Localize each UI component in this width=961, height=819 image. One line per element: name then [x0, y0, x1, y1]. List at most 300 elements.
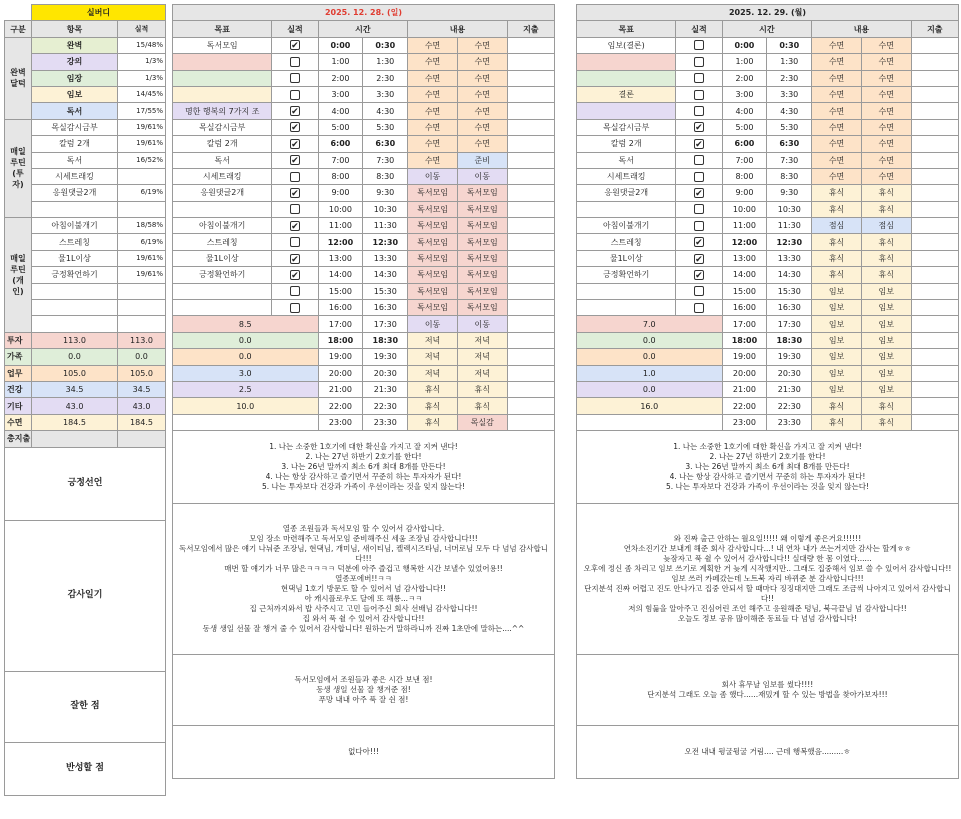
activity-cell[interactable]: 휴식 [408, 381, 458, 397]
activity-cell[interactable]: 수면 [408, 119, 458, 135]
checkbox[interactable] [694, 40, 704, 50]
time-start: 11:00 [722, 218, 767, 234]
time-row [577, 152, 959, 168]
goal-cell[interactable]: 시세트래킹 [173, 168, 272, 184]
activity-cell[interactable]: 수면 [812, 152, 862, 168]
item-name [32, 300, 118, 316]
time-start: 18:00 [318, 332, 363, 348]
header-time: 시간 [318, 21, 408, 37]
activity-cell[interactable]: 임보 [812, 283, 862, 299]
reflection-text[interactable] [577, 726, 959, 779]
checked-checkbox[interactable]: ✔ [291, 139, 299, 150]
section-label: 긍정선언 [5, 447, 166, 520]
expense-cell[interactable] [911, 86, 958, 102]
sheet-title: 실버디 [32, 5, 166, 21]
checkbox[interactable] [290, 57, 300, 67]
summary-value: 105.0 [32, 365, 118, 381]
goal-cell[interactable]: 아침이불개기 [577, 218, 676, 234]
expense-cell[interactable] [911, 398, 958, 414]
item-actual [118, 283, 166, 299]
time-start: 2:00 [318, 70, 363, 86]
checked-checkbox[interactable]: ✔ [291, 107, 299, 118]
checkbox[interactable] [290, 73, 300, 83]
affirmation-text[interactable] [577, 431, 959, 504]
activity-cell[interactable]: 휴식 [457, 398, 507, 414]
expense-cell[interactable] [507, 349, 554, 365]
goal-cell[interactable] [173, 201, 272, 217]
category-total: 0.0 [173, 349, 319, 365]
activity-cell[interactable]: 수면 [861, 152, 911, 168]
expense-cell[interactable] [911, 381, 958, 397]
expense-cell[interactable] [911, 267, 958, 283]
good-points-text[interactable] [173, 655, 555, 726]
goal-cell[interactable]: 물1L이상 [173, 250, 272, 266]
goal-cell[interactable] [173, 86, 272, 102]
expense-cell[interactable] [507, 70, 554, 86]
goal-cell[interactable]: 아침이불개기 [173, 218, 272, 234]
activity-cell[interactable]: 수면 [861, 54, 911, 70]
summary-label: 기타 [5, 398, 32, 414]
time-start: 6:00 [318, 136, 363, 152]
goal-cell[interactable]: 목실감시금부 [173, 119, 272, 135]
checkbox[interactable] [694, 172, 704, 182]
expense-cell[interactable] [911, 168, 958, 184]
time-end: 10:30 [767, 201, 812, 217]
activity-cell[interactable]: 휴식 [812, 201, 862, 217]
time-row [577, 185, 959, 201]
category-total: 0.0 [577, 332, 723, 348]
activity-cell[interactable]: 수면 [408, 136, 458, 152]
activity-cell[interactable]: 독서모임 [457, 300, 507, 316]
activity-cell[interactable]: 독서모임 [408, 234, 458, 250]
time-end: 14:30 [363, 267, 408, 283]
checkbox[interactable] [694, 155, 704, 165]
activity-cell[interactable]: 임보 [812, 365, 862, 381]
category-total: 1.0 [577, 365, 723, 381]
header-time: 시간 [722, 21, 812, 37]
goal-cell[interactable]: 응원댓글2개 [577, 185, 676, 201]
activity-cell[interactable]: 독서모임 [408, 283, 458, 299]
goal-cell[interactable]: 긍정확언하기 [577, 267, 676, 283]
time-end: 10:30 [363, 201, 408, 217]
checked-checkbox[interactable]: ✔ [291, 188, 299, 199]
activity-cell[interactable]: 독서모임 [457, 267, 507, 283]
time-end: 15:30 [767, 283, 812, 299]
time-row [173, 218, 555, 234]
activity-cell[interactable]: 수면 [408, 152, 458, 168]
activity-cell[interactable]: 수면 [812, 70, 862, 86]
item-name: 임보 [32, 86, 118, 102]
checked-checkbox[interactable]: ✔ [291, 221, 299, 232]
time-row [577, 54, 959, 70]
activity-cell[interactable]: 휴식 [861, 250, 911, 266]
activity-cell[interactable]: 임보 [812, 381, 862, 397]
category-total: 0.0 [173, 332, 319, 348]
summary-value: 34.5 [32, 381, 118, 397]
activity-cell[interactable]: 임보 [812, 316, 862, 332]
gratitude-journal[interactable] [173, 504, 555, 655]
checked-checkbox[interactable]: ✔ [695, 270, 703, 281]
activity-cell[interactable]: 수면 [457, 119, 507, 135]
goal-cell[interactable]: 물1L이상 [577, 250, 676, 266]
expense-cell[interactable] [911, 185, 958, 201]
category-row [5, 119, 166, 135]
activity-cell[interactable]: 수면 [408, 103, 458, 119]
goal-cell[interactable]: 독서모임 [173, 37, 272, 53]
activity-cell[interactable]: 독서모임 [457, 234, 507, 250]
day-date: 2025. 12. 28. (일) [173, 5, 555, 21]
checked-checkbox[interactable]: ✔ [695, 188, 703, 199]
expense-cell[interactable] [507, 300, 554, 316]
expense-cell[interactable] [507, 316, 554, 332]
activity-cell[interactable]: 저녁 [408, 365, 458, 381]
activity-cell[interactable]: 수면 [861, 136, 911, 152]
activity-cell[interactable]: 수면 [812, 119, 862, 135]
checked-checkbox[interactable]: ✔ [695, 123, 703, 134]
item-name: 칼럼 2개 [32, 136, 118, 152]
expense-cell[interactable] [911, 218, 958, 234]
goal-cell[interactable] [173, 283, 272, 299]
activity-cell[interactable]: 독서모임 [457, 185, 507, 201]
time-end: 21:30 [767, 381, 812, 397]
activity-cell[interactable]: 점심 [861, 218, 911, 234]
goal-cell[interactable]: 독서 [173, 152, 272, 168]
activity-cell[interactable]: 휴식 [408, 414, 458, 430]
activity-cell[interactable]: 수면 [812, 37, 862, 53]
checkbox[interactable] [290, 172, 300, 182]
checked-checkbox[interactable]: ✔ [695, 254, 703, 265]
activity-cell[interactable]: 휴식 [861, 234, 911, 250]
checkbox[interactable] [694, 57, 704, 67]
checkbox[interactable] [694, 286, 704, 296]
expense-cell[interactable] [507, 365, 554, 381]
goal-cell[interactable]: 긍정확언하기 [173, 267, 272, 283]
item-name: 임장 [32, 70, 118, 86]
activity-cell[interactable]: 임보 [812, 349, 862, 365]
expense-cell[interactable] [507, 218, 554, 234]
activity-cell[interactable]: 준비 [457, 152, 507, 168]
time-end: 2:30 [363, 70, 408, 86]
time-end: 23:30 [767, 414, 812, 430]
summary-row [5, 398, 166, 414]
header-content: 내용 [408, 21, 507, 37]
activity-cell[interactable]: 임보 [861, 283, 911, 299]
goal-cell[interactable]: 칼럼 2개 [173, 136, 272, 152]
time-end: 21:30 [363, 381, 408, 397]
time-start: 14:00 [318, 267, 363, 283]
checkbox[interactable] [694, 90, 704, 100]
checked-checkbox[interactable]: ✔ [291, 156, 299, 167]
goal-cell[interactable] [577, 283, 676, 299]
activity-cell[interactable]: 수면 [408, 54, 458, 70]
checkbox[interactable] [290, 286, 300, 296]
time-end: 20:30 [767, 365, 812, 381]
time-row [173, 136, 555, 152]
reflection-text-content: 없다아!!! [348, 747, 379, 757]
time-start: 13:00 [722, 250, 767, 266]
expense-cell[interactable] [507, 267, 554, 283]
activity-cell[interactable]: 휴식 [408, 398, 458, 414]
reflection-text[interactable] [173, 726, 555, 779]
activity-cell[interactable]: 휴식 [812, 267, 862, 283]
header-content: 내용 [812, 21, 911, 37]
checked-checkbox[interactable]: ✔ [291, 270, 299, 281]
affirmation-text[interactable] [173, 431, 555, 504]
activity-cell[interactable]: 저녁 [457, 332, 507, 348]
time-row [577, 86, 959, 102]
activity-cell[interactable]: 수면 [812, 86, 862, 102]
time-end: 0:30 [767, 37, 812, 53]
goal-cell[interactable]: 스트레칭 [173, 234, 272, 250]
time-row [577, 136, 959, 152]
expense-cell[interactable] [911, 300, 958, 316]
activity-cell[interactable]: 이동 [408, 168, 458, 184]
activity-cell[interactable]: 저녁 [408, 349, 458, 365]
summary-row [5, 381, 166, 397]
goal-cell[interactable]: 독서 [577, 152, 676, 168]
activity-cell[interactable]: 임보 [812, 332, 862, 348]
expense-cell[interactable] [507, 381, 554, 397]
activity-cell[interactable]: 임보 [861, 316, 911, 332]
expense-cell[interactable] [507, 185, 554, 201]
activity-cell[interactable]: 독서모임 [408, 267, 458, 283]
time-start: 15:00 [722, 283, 767, 299]
activity-cell[interactable]: 독서모임 [457, 201, 507, 217]
expense-cell[interactable] [507, 332, 554, 348]
activity-cell[interactable]: 휴식 [861, 414, 911, 430]
goal-cell[interactable] [173, 300, 272, 316]
checkbox[interactable] [290, 204, 300, 214]
time-row [577, 70, 959, 86]
checkbox[interactable] [694, 73, 704, 83]
activity-cell[interactable]: 휴식 [861, 185, 911, 201]
activity-cell[interactable]: 휴식 [812, 414, 862, 430]
checked-checkbox[interactable]: ✔ [291, 123, 299, 134]
expense-cell[interactable] [507, 103, 554, 119]
time-end: 22:30 [767, 398, 812, 414]
activity-cell[interactable]: 휴식 [861, 267, 911, 283]
expense-cell[interactable] [507, 283, 554, 299]
activity-cell[interactable]: 휴식 [812, 185, 862, 201]
activity-cell[interactable]: 수면 [861, 119, 911, 135]
activity-cell[interactable]: 수면 [408, 37, 458, 53]
activity-cell[interactable]: 수면 [457, 70, 507, 86]
activity-cell[interactable]: 휴식 [812, 398, 862, 414]
summary-value-total: 34.5 [118, 381, 166, 397]
expense-cell[interactable] [507, 168, 554, 184]
activity-cell[interactable]: 이동 [457, 168, 507, 184]
expense-cell[interactable] [911, 201, 958, 217]
time-end: 15:30 [363, 283, 408, 299]
activity-cell[interactable]: 수면 [812, 103, 862, 119]
gratitude-journal[interactable] [577, 504, 959, 655]
goal-cell[interactable] [173, 70, 272, 86]
expense-cell[interactable] [507, 398, 554, 414]
expense-cell[interactable] [911, 54, 958, 70]
activity-cell[interactable]: 임보 [812, 300, 862, 316]
expense-cell[interactable] [911, 316, 958, 332]
item-name: 시세트래킹 [32, 168, 118, 184]
good-points-text[interactable] [577, 655, 959, 726]
item-name [32, 283, 118, 299]
item-actual [118, 316, 166, 332]
time-row [577, 234, 959, 250]
time-start: 1:00 [722, 54, 767, 70]
checkbox[interactable] [290, 237, 300, 247]
goal-cell[interactable] [577, 70, 676, 86]
time-end: 19:30 [767, 349, 812, 365]
activity-cell[interactable]: 수면 [861, 168, 911, 184]
goal-cell[interactable]: 시세트래킹 [577, 168, 676, 184]
activity-cell[interactable]: 임보 [861, 381, 911, 397]
goal-cell[interactable]: 목실감시금부 [577, 119, 676, 135]
expense-cell[interactable] [911, 332, 958, 348]
activity-cell[interactable]: 독서모임 [408, 201, 458, 217]
expense-cell[interactable] [911, 250, 958, 266]
time-row [577, 349, 959, 365]
activity-cell[interactable]: 독서모임 [457, 250, 507, 266]
checked-checkbox[interactable]: ✔ [291, 254, 299, 265]
activity-cell[interactable]: 임보 [861, 332, 911, 348]
item-name: 응원댓글2개 [32, 185, 118, 201]
category-total: 10.0 [173, 398, 319, 414]
time-end: 0:30 [363, 37, 408, 53]
goal-cell[interactable]: 임보(결론) [577, 37, 676, 53]
checkbox[interactable] [694, 303, 704, 313]
activity-cell[interactable]: 이동 [408, 316, 458, 332]
goal-cell[interactable] [173, 54, 272, 70]
checkbox[interactable] [694, 204, 704, 214]
activity-cell[interactable]: 이동 [457, 316, 507, 332]
expense-cell[interactable] [507, 54, 554, 70]
activity-cell[interactable]: 독서모임 [408, 218, 458, 234]
goal-cell[interactable]: 결론 [577, 86, 676, 102]
expense-cell[interactable] [507, 250, 554, 266]
activity-cell[interactable]: 수면 [457, 86, 507, 102]
expense-cell[interactable] [911, 152, 958, 168]
activity-cell[interactable]: 독서모임 [408, 185, 458, 201]
checkbox[interactable] [290, 90, 300, 100]
goal-cell[interactable]: 스트레칭 [577, 234, 676, 250]
activity-cell[interactable]: 수면 [457, 54, 507, 70]
activity-cell[interactable]: 휴식 [861, 201, 911, 217]
activity-cell[interactable]: 독서모임 [408, 250, 458, 266]
checked-checkbox[interactable]: ✔ [695, 139, 703, 150]
time-end: 14:30 [767, 267, 812, 283]
activity-cell[interactable]: 임보 [861, 365, 911, 381]
activity-cell[interactable]: 휴식 [861, 398, 911, 414]
activity-cell[interactable]: 수면 [457, 136, 507, 152]
activity-cell[interactable]: 수면 [812, 168, 862, 184]
expense-cell[interactable] [911, 234, 958, 250]
time-row [577, 398, 959, 414]
activity-cell[interactable]: 저녁 [408, 332, 458, 348]
activity-cell[interactable]: 수면 [861, 103, 911, 119]
time-start: 0:00 [722, 37, 767, 53]
time-row [173, 234, 555, 250]
activity-cell[interactable]: 점심 [812, 218, 862, 234]
expense-cell[interactable] [507, 119, 554, 135]
time-row [173, 316, 555, 332]
activity-cell[interactable]: 수면 [861, 70, 911, 86]
goal-cell[interactable] [577, 103, 676, 119]
expense-cell[interactable] [911, 283, 958, 299]
goal-cell[interactable] [577, 54, 676, 70]
activity-cell[interactable]: 수면 [861, 37, 911, 53]
checked-checkbox[interactable]: ✔ [291, 41, 299, 52]
expense-cell[interactable] [911, 349, 958, 365]
time-end: 22:30 [363, 398, 408, 414]
goal-cell[interactable]: 칼럼 2개 [577, 136, 676, 152]
checked-checkbox[interactable]: ✔ [695, 238, 703, 249]
activity-cell[interactable]: 임보 [861, 349, 911, 365]
time-row [173, 152, 555, 168]
summary-label: 수면 [5, 414, 32, 430]
activity-cell[interactable]: 저녁 [457, 365, 507, 381]
item-name: 스트레칭 [32, 234, 118, 250]
activity-cell[interactable]: 수면 [861, 86, 911, 102]
expense-cell[interactable] [507, 152, 554, 168]
time-start: 23:00 [318, 414, 363, 430]
time-start: 19:00 [722, 349, 767, 365]
activity-cell[interactable]: 수면 [408, 86, 458, 102]
category-row [5, 218, 166, 234]
expense-cell[interactable] [911, 119, 958, 135]
activity-cell[interactable]: 휴식 [812, 250, 862, 266]
activity-cell[interactable]: 휴식 [457, 381, 507, 397]
summary-value-total: 184.5 [118, 414, 166, 430]
expense-cell[interactable] [911, 136, 958, 152]
time-row [173, 54, 555, 70]
activity-cell[interactable]: 수면 [457, 37, 507, 53]
expense-cell[interactable] [507, 86, 554, 102]
time-end: 20:30 [363, 365, 408, 381]
checkbox[interactable] [694, 221, 704, 231]
activity-cell[interactable]: 수면 [812, 136, 862, 152]
expense-cell[interactable] [507, 414, 554, 430]
activity-cell[interactable]: 독서모임 [408, 300, 458, 316]
expense-cell[interactable] [507, 37, 554, 53]
checkbox[interactable] [290, 303, 300, 313]
activity-cell[interactable]: 수면 [457, 103, 507, 119]
expense-cell[interactable] [507, 201, 554, 217]
checkbox[interactable] [694, 106, 704, 116]
expense-cell[interactable] [911, 37, 958, 53]
goal-cell[interactable] [577, 201, 676, 217]
expense-cell[interactable] [911, 70, 958, 86]
goal-cell[interactable]: 명한 행복의 7가지 조 [173, 103, 272, 119]
time-end: 8:30 [767, 168, 812, 184]
goal-cell[interactable]: 응원댓글2개 [173, 185, 272, 201]
activity-cell[interactable]: 목실감 [457, 414, 507, 430]
goal-cell[interactable] [577, 300, 676, 316]
activity-cell[interactable]: 수면 [812, 54, 862, 70]
expense-cell[interactable] [911, 414, 958, 430]
expense-cell[interactable] [911, 365, 958, 381]
activity-cell[interactable]: 휴식 [812, 234, 862, 250]
activity-cell[interactable]: 독서모임 [457, 283, 507, 299]
category-total: 8.5 [173, 316, 319, 332]
expense-cell[interactable] [507, 234, 554, 250]
activity-cell[interactable]: 독서모임 [457, 218, 507, 234]
summary-row [5, 332, 166, 348]
expense-cell[interactable] [507, 136, 554, 152]
activity-cell[interactable]: 저녁 [457, 349, 507, 365]
activity-cell[interactable]: 수면 [408, 70, 458, 86]
expense-cell[interactable] [911, 103, 958, 119]
header-item: 항목 [32, 21, 118, 37]
activity-cell[interactable]: 임보 [861, 300, 911, 316]
